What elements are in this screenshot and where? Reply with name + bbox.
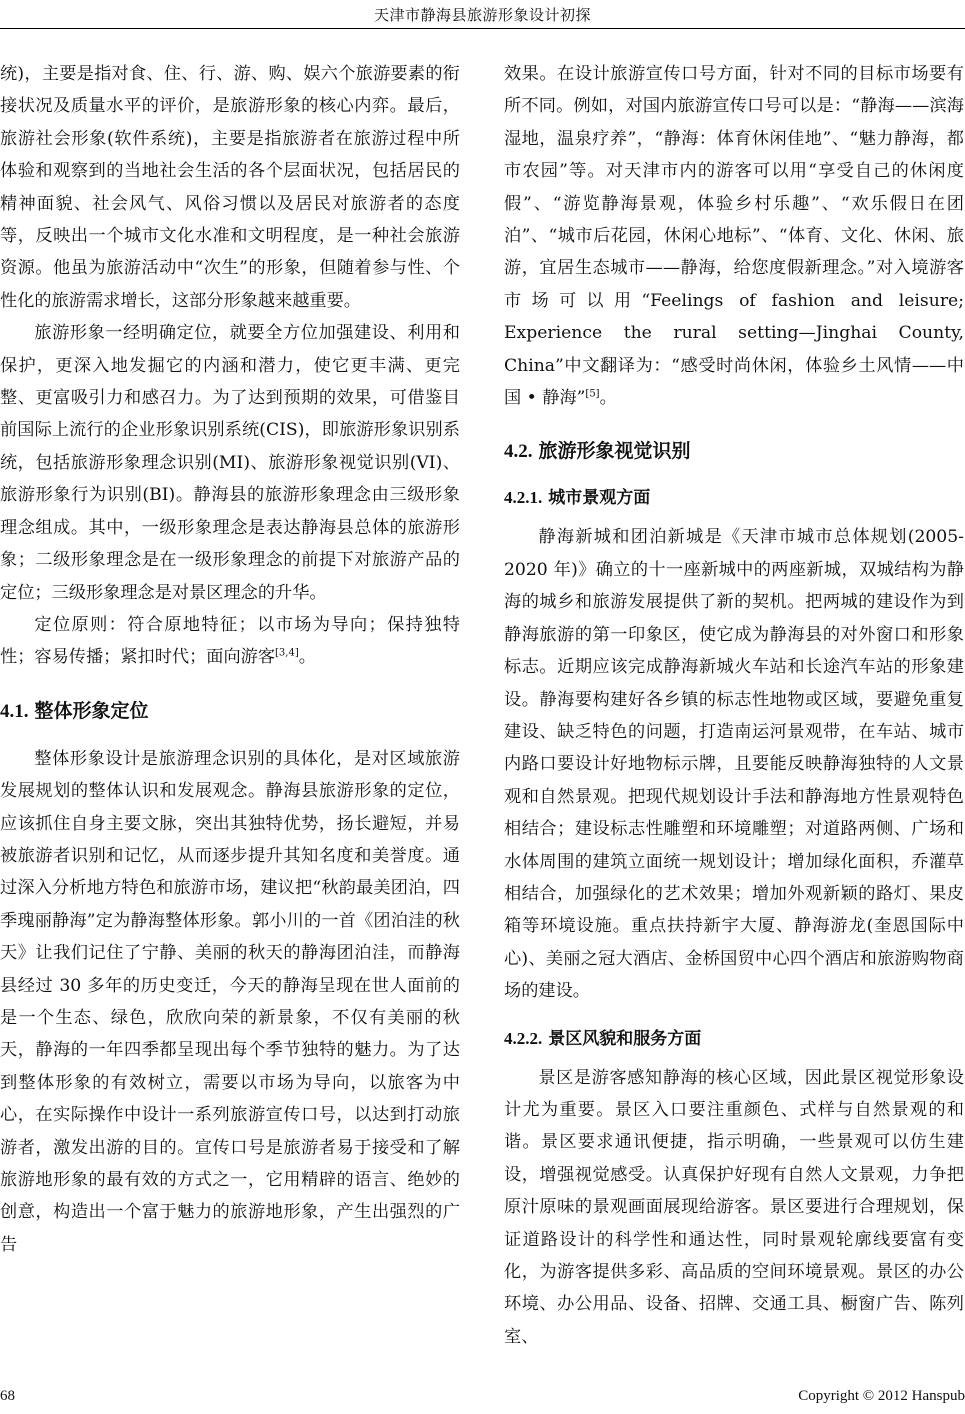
paragraph: 景区是游客感知静海的核心区域，因此景区视觉形象设计尤为重要。景区入口要注重颜色、式样与自然景观的和谐。景区要求通讯便捷，指示明确，一些景观可以仿生建设，增强视觉感受。认真保护好现有自然人文景观，力争把原汁原味的景观画面展现给游客。景区要进行合理规划，保证道路设计的科学性和通达性，同时景观轮廓线要富有变化，为游客提供多彩、高品质的空间环境景观。景区的办公环境、办公用品、设备、招牌、交通工具、橱窗广告、陈列室、 <box>504 1067 964 1347</box>
citation-ref: [3,4] <box>275 647 299 659</box>
subsection-heading-4-2-1 <box>504 485 964 511</box>
subsection-heading-4-2-2 <box>504 1026 964 1052</box>
right-column <box>504 58 964 1353</box>
paragraph-end: 。 <box>298 647 316 668</box>
paragraph <box>504 58 964 414</box>
section-heading-4-1 <box>0 696 460 727</box>
paragraph: 整体形象设计是旅游理念识别的具体化，是对区域旅游发展规划的整体认识和发展观念。静海县旅游形象的定位，应该抓住自身主要文脉，突出其独特优势，扬长避短，并易被旅游者识别和记忆，从而逐步提升其知名度和美誉度。通过深入分析地方特色和旅游市场，建议把“秋韵最美团泊，四季瑰丽静海”定为静海整体形象。郭小川的一首《团泊洼的秋天》让我们记住了宁静、美丽的秋天的静海团泊洼，而静海县经过 30 多年的历史变迁，今天的静海呈现在世人面前的是一个生态、绿色，欣欣向荣的新景象，不仅有美丽的秋天，静海的一年四季都呈现出每个季节独特的魅力。为了达到整体形象的有效树立，需要以市场为导向，以旅客为中心，在实际操作中设计一系列旅游宣传口号，以达到打动旅游者，激发出游的目的。宣传口号是旅游者易于接受和了解旅游地形象的最有效的方式之一，它用精辟的语言、绝妙的创意，构造出一个富于魅力的旅游地形象，产生出强烈的广告 <box>0 748 460 1255</box>
section-title: 整体形象定位 <box>34 699 149 722</box>
section-number: 4.2. <box>504 441 533 463</box>
paragraph-text: 旅游形象一经明确定位，就要全方位加强建设、利用和保护，更深入地发掘它的内涵和潜力，使它更丰满、更完整、更富吸引力和感召力。为了达到预期的效果，可借鉴目前国际上流行的企业形象识别系统(CIS)，即旅游形象识别系统，包括旅游形象理念识别(MI)、旅游形象视觉识别(VI)、旅游形象行为识别(BI)。静海县的旅游形象理念由三级形象理念组成。其中，一级形象理念是表达静海县总体的旅游形象；二级形象理念是在一级形象理念的前提下对旅游产品的定位；三级形象理念是对景区理念的升华。 <box>0 323 460 603</box>
subsection-number: 4.2.2. <box>504 1028 543 1048</box>
page-number: 68 <box>0 1388 15 1404</box>
section-title: 旅游形象视觉识别 <box>538 440 691 463</box>
left-column <box>0 58 460 1261</box>
paragraph <box>0 609 460 674</box>
copyright-notice: Copyright © 2012 Hanspub <box>798 1388 965 1404</box>
paragraph-end: 。 <box>599 388 617 409</box>
section-heading-4-2 <box>504 436 964 467</box>
paragraph: 统)，主要是指对食、住、行、游、购、娱六个旅游要素的衔接状况及质量水平的评价，是旅游形象的核心内弈。最后，旅游社会形象(软件系统)，主要是指旅游者在旅游过程中所体验和观察到的当地社会生活的各个层面状况，包括居民的精神面貌、社会风气、风俗习惯以及居民对旅游者的态度等，反映出一个城市文化水准和文明程度，是一种社会旅游资源。他虽为旅游活动中“次生”的形象，但随着参与性、个性化的旅游需求增长，这部分形象越来越重要。 <box>0 64 460 311</box>
paragraph: 静海新城和团泊新城是《天津市城市总体规划(2005-2020 年)》确立的十一座新城中的两座新城，双城结构为静海的城乡和旅游发展提供了新的契机。把两城的建设作为到静海旅游的第一印象区，使它成为静海县的对外窗口和形象标志。近期应该完成静海新城火车站和长途汽车站的形象建设。静海要构建好各乡镇的标志性地物或区域，要避免重复建设、缺乏特色的问题，打造南运河景观带，在车站、城市内路口要设计好地物标示牌，且要能反映静海独特的人文景观和自然景观。把现代规划设计手法和静海地方性景观特色相结合；建设标志性雕塑和环境雕塑；对道路两侧、广场和水体周围的建筑立面统一规划设计；增加绿化面积，乔灌草相结合，加强绿化的艺术效果；增加外观新颖的路灯、果皮箱等环境设施。重点扶持新宇大厦、静海游龙(奎恩国际中心)、美丽之冠大酒店、金桥国贸中心四个酒店和旅游购物商场的建设。 <box>504 527 964 1002</box>
subsection-number: 4.2.1. <box>504 488 543 508</box>
subsection-title: 城市景观方面 <box>548 488 651 509</box>
section-number: 4.1. <box>0 700 29 722</box>
header-rule <box>0 28 965 29</box>
running-header-title: 天津市静海县旅游形象设计初探 <box>373 6 591 24</box>
citation-ref: [5] <box>585 388 600 400</box>
paragraph <box>0 317 460 609</box>
subsection-title: 景区风貌和服务方面 <box>548 1028 702 1049</box>
paragraph-text: 定位原则：符合原地特征；以市场为导向；保持独特性；容易传播；紧扣时代；面向游客 <box>0 614 460 668</box>
paragraph-text: 效果。在设计旅游宣传口号方面，针对不同的目标市场要有所不同。例如，对国内旅游宣传口号可以是：“静海——滨海湿地，温泉疗养”，“静海：体育休闲佳地”、“魅力静海，都市农园”等。对天津市内的游客可以用“享受自己的休闲度假”、“游览静海景观，体验乡村乐趣”、“欢乐假日在团泊”、“城市后花园，休闲心地标”、“体育、文化、休闲、旅游，宜居生态城市——静海，给您度假新理念。”对入境游客市场可以用“Feelings of fashion and leisure; Experience the rural setting—Jinghai County, China”中文翻译为：“感受时尚休闲，体验乡土风情——中国 • 静海” <box>504 64 964 409</box>
